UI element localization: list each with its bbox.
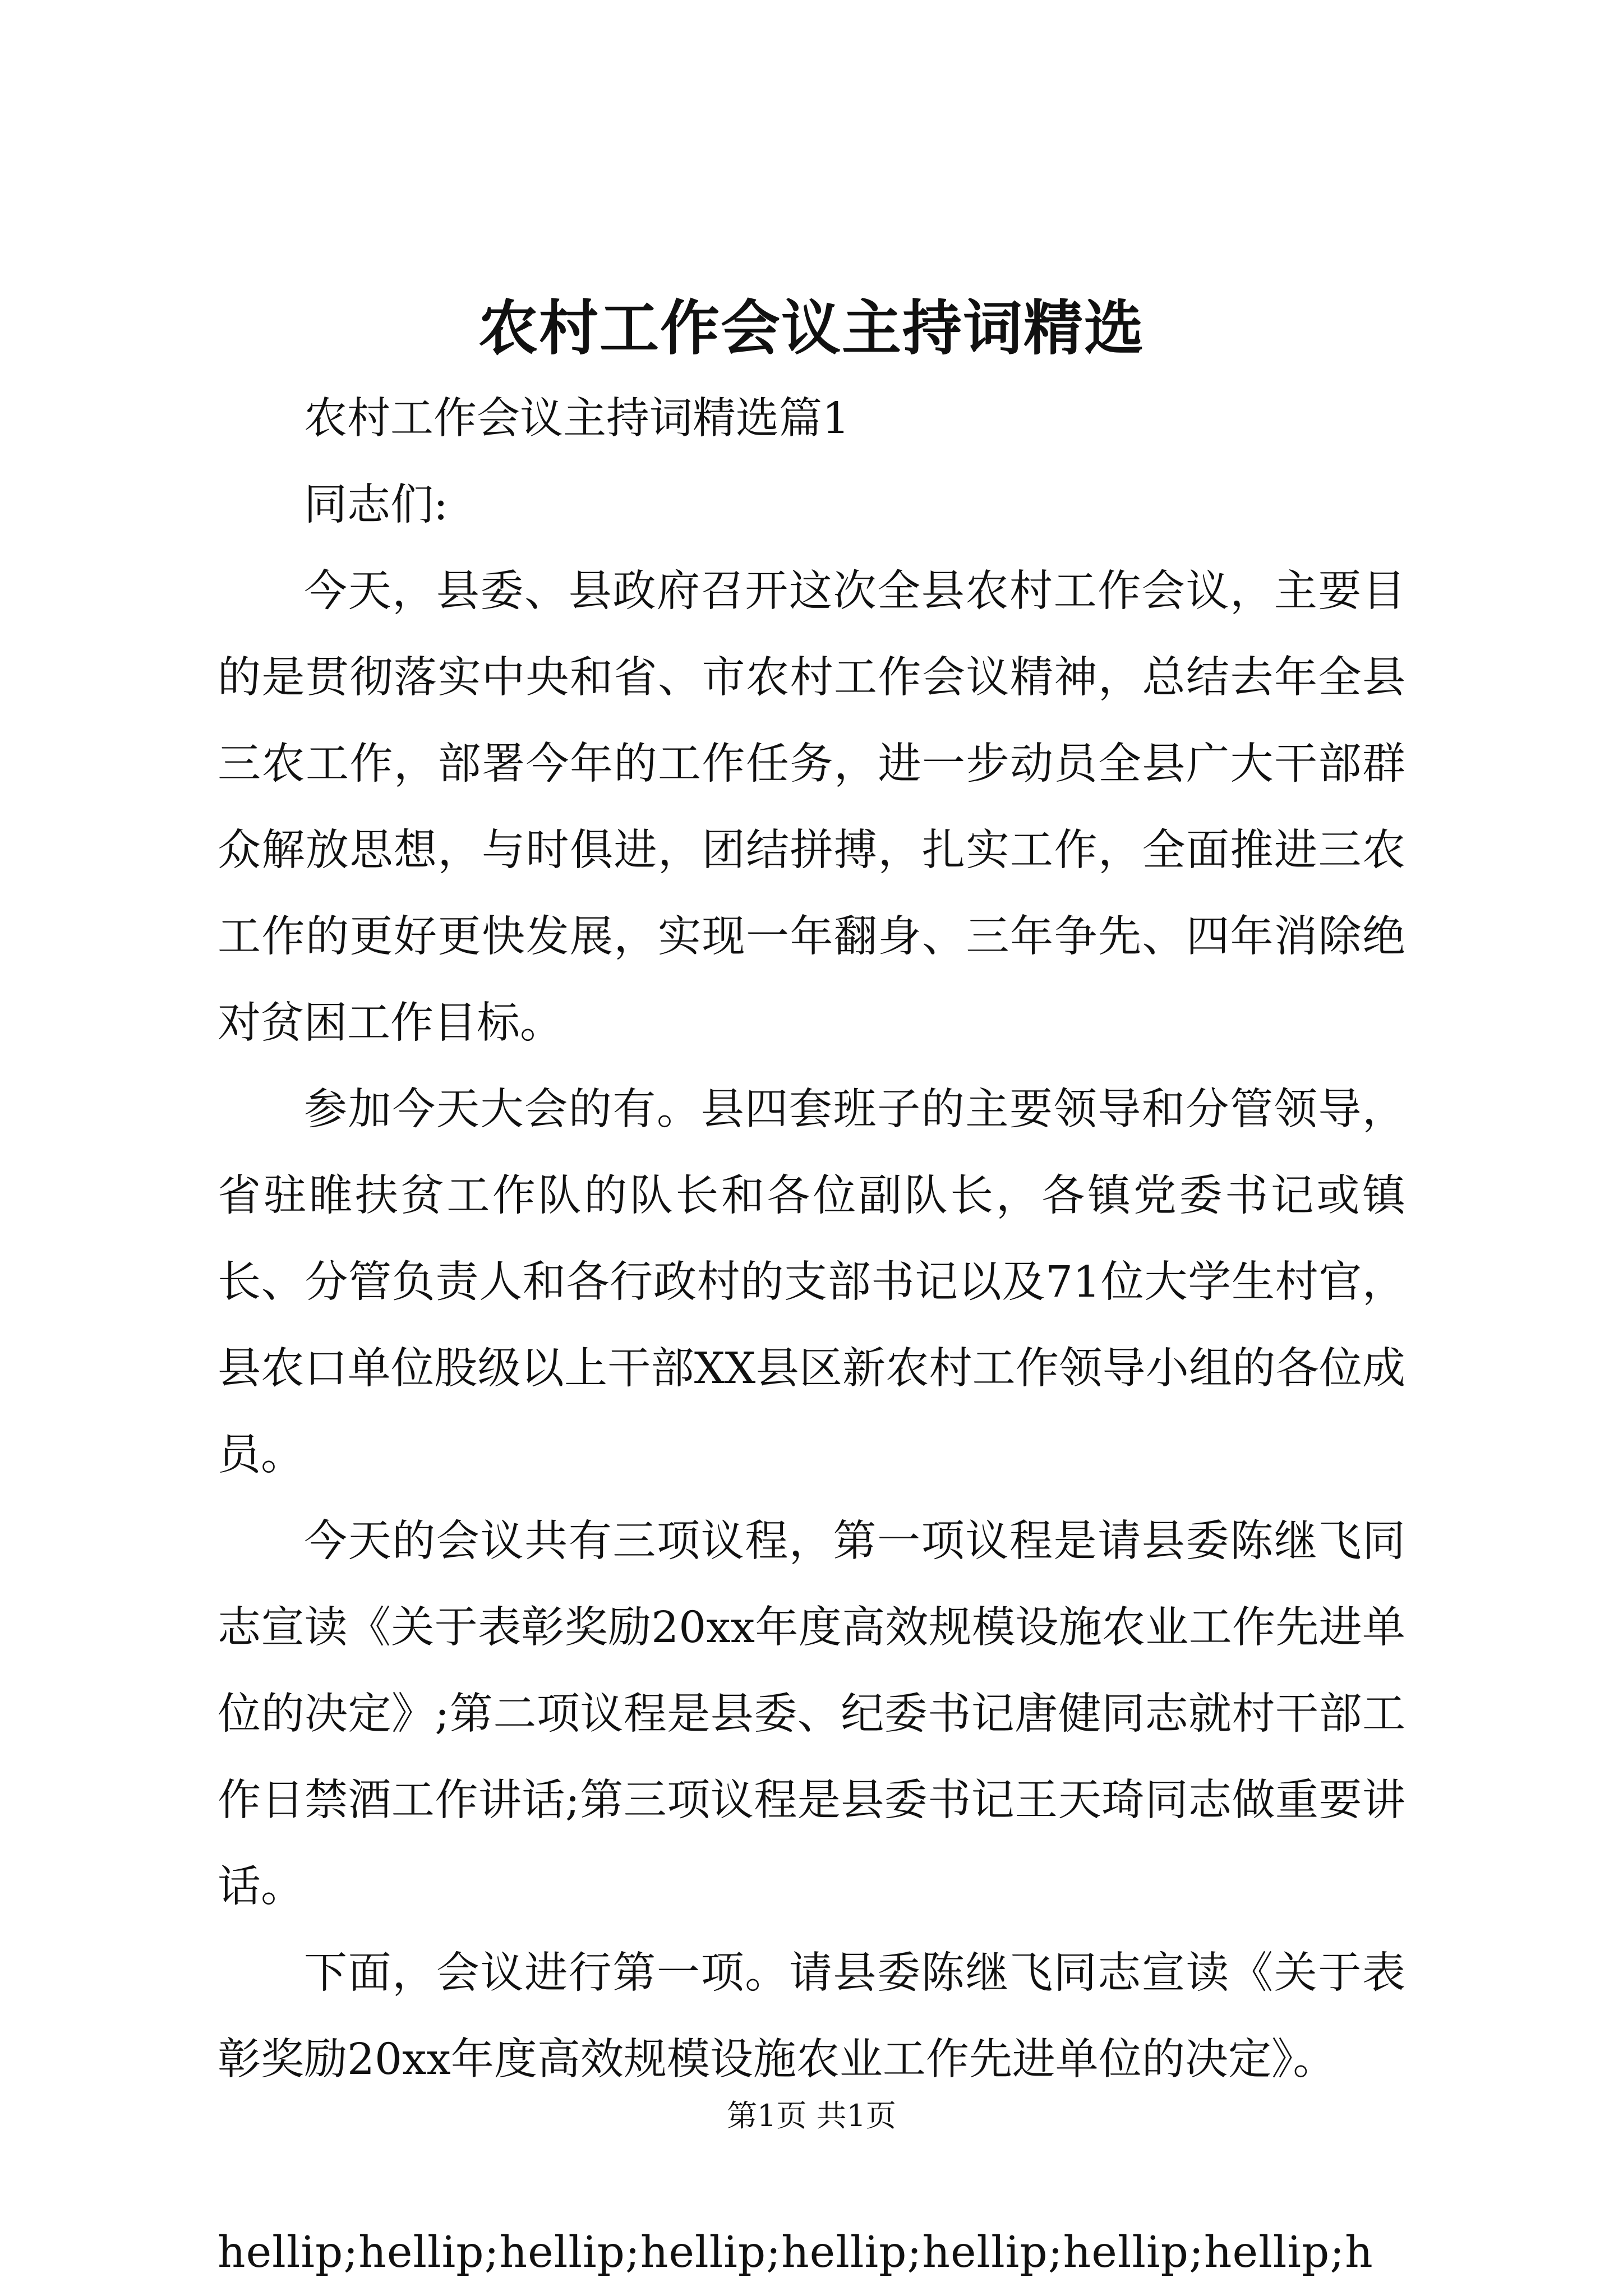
section-heading: 农村工作会议主持词精选篇1 xyxy=(304,394,850,444)
paragraph-attendees: 参加今天大会的有。县四套班子的主要领导和分管领导，省驻睢扶贫工作队的队长和各位副队长，各镇党委书记或镇长、分管负责人和各行政村的支部书记以及71位大学生村官，县农口单位股级以上干部XX县区新农村工作领导小组的各位成员。 xyxy=(218,1085,1405,1480)
salutation: 同志们: xyxy=(304,480,448,530)
ellipsis-line: hellip;hellip;hellip;hellip;hellip;hellip;hellip;hellip;h xyxy=(218,2228,1373,2277)
paragraph-first-item: 下面，会议进行第一项。请县委陈继飞同志宣读《关于表彰奖励20xx年度高效规模设施农业工作先进单位的决定》。 xyxy=(218,1948,1405,2085)
document-body xyxy=(218,376,1405,2296)
paragraph-agenda: 今天的会议共有三项议程，第一项议程是请县委陈继飞同志宣读《关于表彰奖励20xx年度高效规模设施农业工作先进单位的决定》;第二项议程是县委、纪委书记唐健同志就村干部工作日禁酒工作讲话;第三项议程是县委书记王天琦同志做重要讲话。 xyxy=(218,1516,1405,1912)
document-title: 农村工作会议主持词精选 xyxy=(478,293,1145,363)
paragraph-purpose: 今天，县委、县政府召开这次全县农村工作会议，主要目的是贯彻落实中央和省、市农村工作会议精神，总结去年全县三农工作，部署今年的工作任务，进一步动员全县广大干部群众解放思想，与时俱进，团结拼搏，扎实工作，全面推进三农工作的更好更快发展，实现一年翻身、三年争先、四年消除绝对贫困工作目标。 xyxy=(218,566,1405,1048)
page-footer: 第1页 共1页 xyxy=(727,2098,896,2133)
